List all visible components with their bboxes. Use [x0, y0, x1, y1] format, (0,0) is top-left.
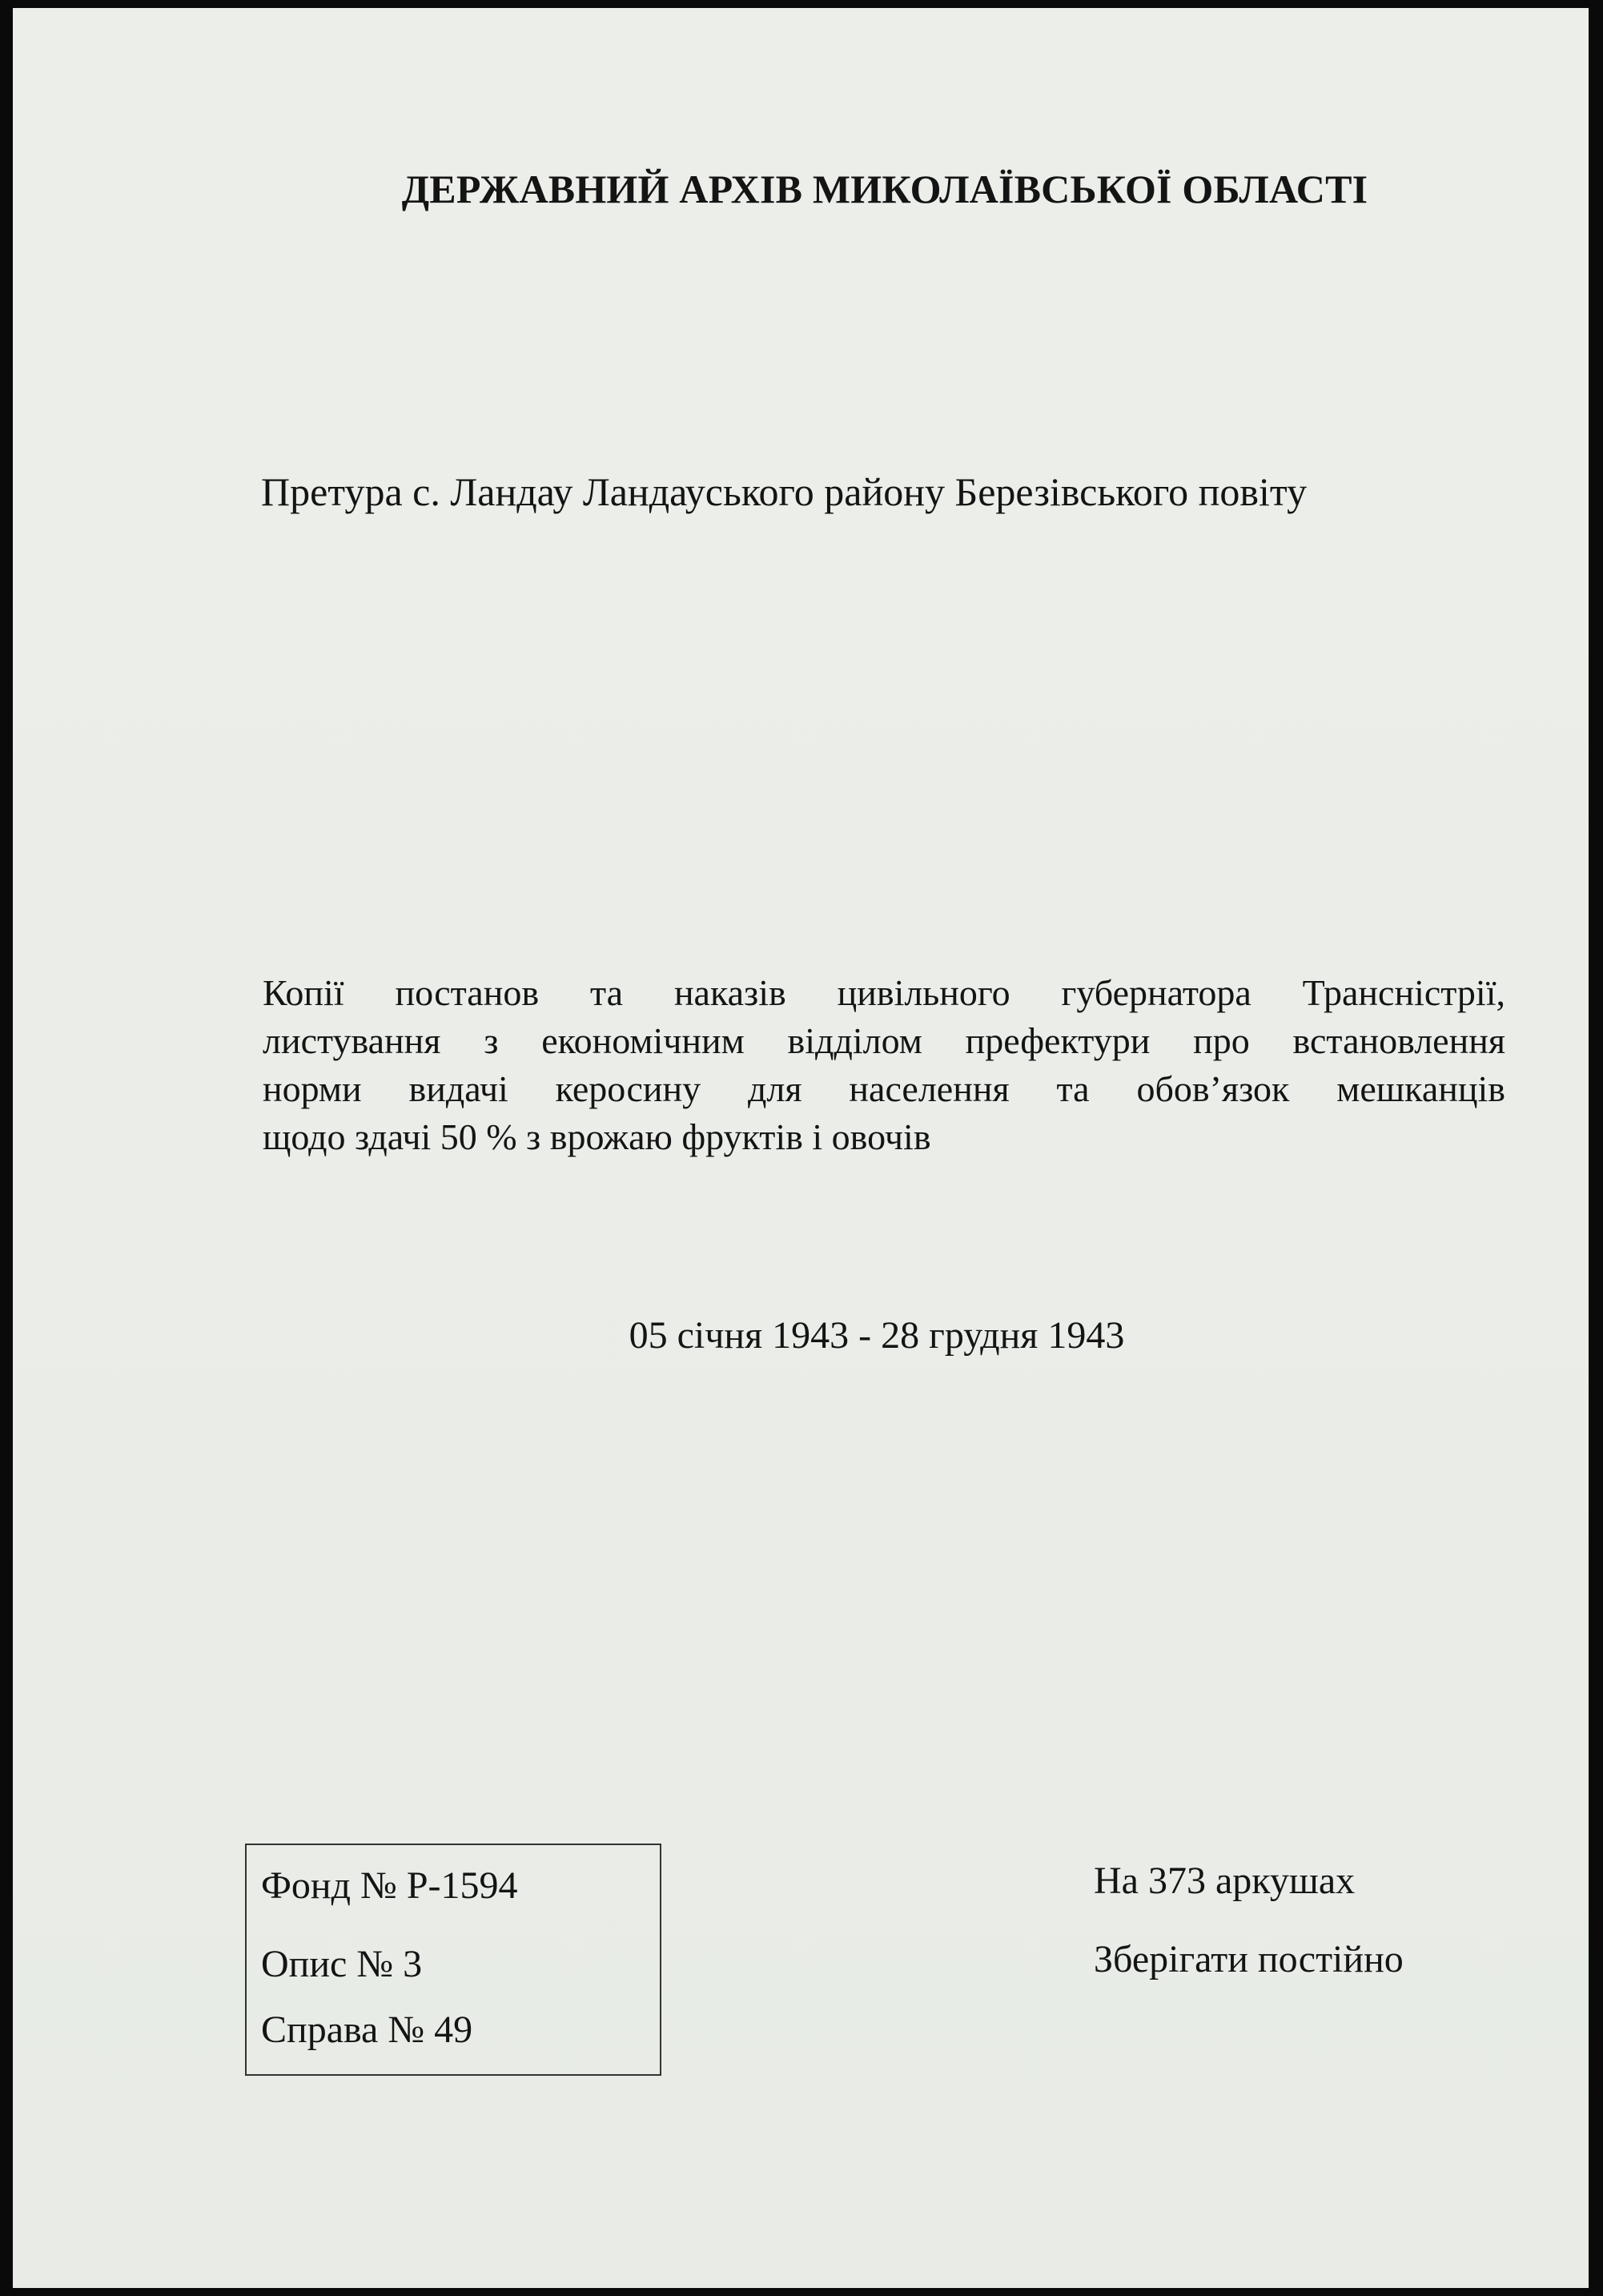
institution-name: Претура с. Ландау Ландауського району Березівського повіту — [261, 469, 1308, 514]
retention-note: Зберігати постійно — [1094, 1938, 1404, 1980]
description-line: норми видачі керосину для населення та обов’язок мешканців — [263, 1068, 1505, 1109]
fond-number: Фонд № Р-1594 — [261, 1864, 518, 1907]
description-line: щодо здачі 50 % з врожаю фруктів і овочів — [263, 1116, 931, 1157]
description-line: листування з економічним відділом префектури про встановлення — [263, 1020, 1505, 1061]
archive-header-title: ДЕРЖАВНИЙ АРХІВ МИКОЛАЇВСЬКОЇ ОБЛАСТІ — [401, 167, 1368, 211]
sheets-info — [1094, 1858, 1404, 1983]
sheet-count: На 373 аркушах — [1094, 1860, 1356, 1902]
date-range: 05 січня 1943 - 28 грудня 1943 — [629, 1314, 1125, 1357]
document-page — [13, 8, 1589, 2288]
case-description — [263, 969, 1505, 1161]
sprava-number: Справа № 49 — [261, 2008, 473, 2051]
opys-number: Опис № 3 — [261, 1943, 423, 1985]
archive-reference-box — [245, 1844, 661, 2076]
description-line: Копії постанов та наказів цивільного губернатора Трансністрії, — [263, 972, 1505, 1013]
